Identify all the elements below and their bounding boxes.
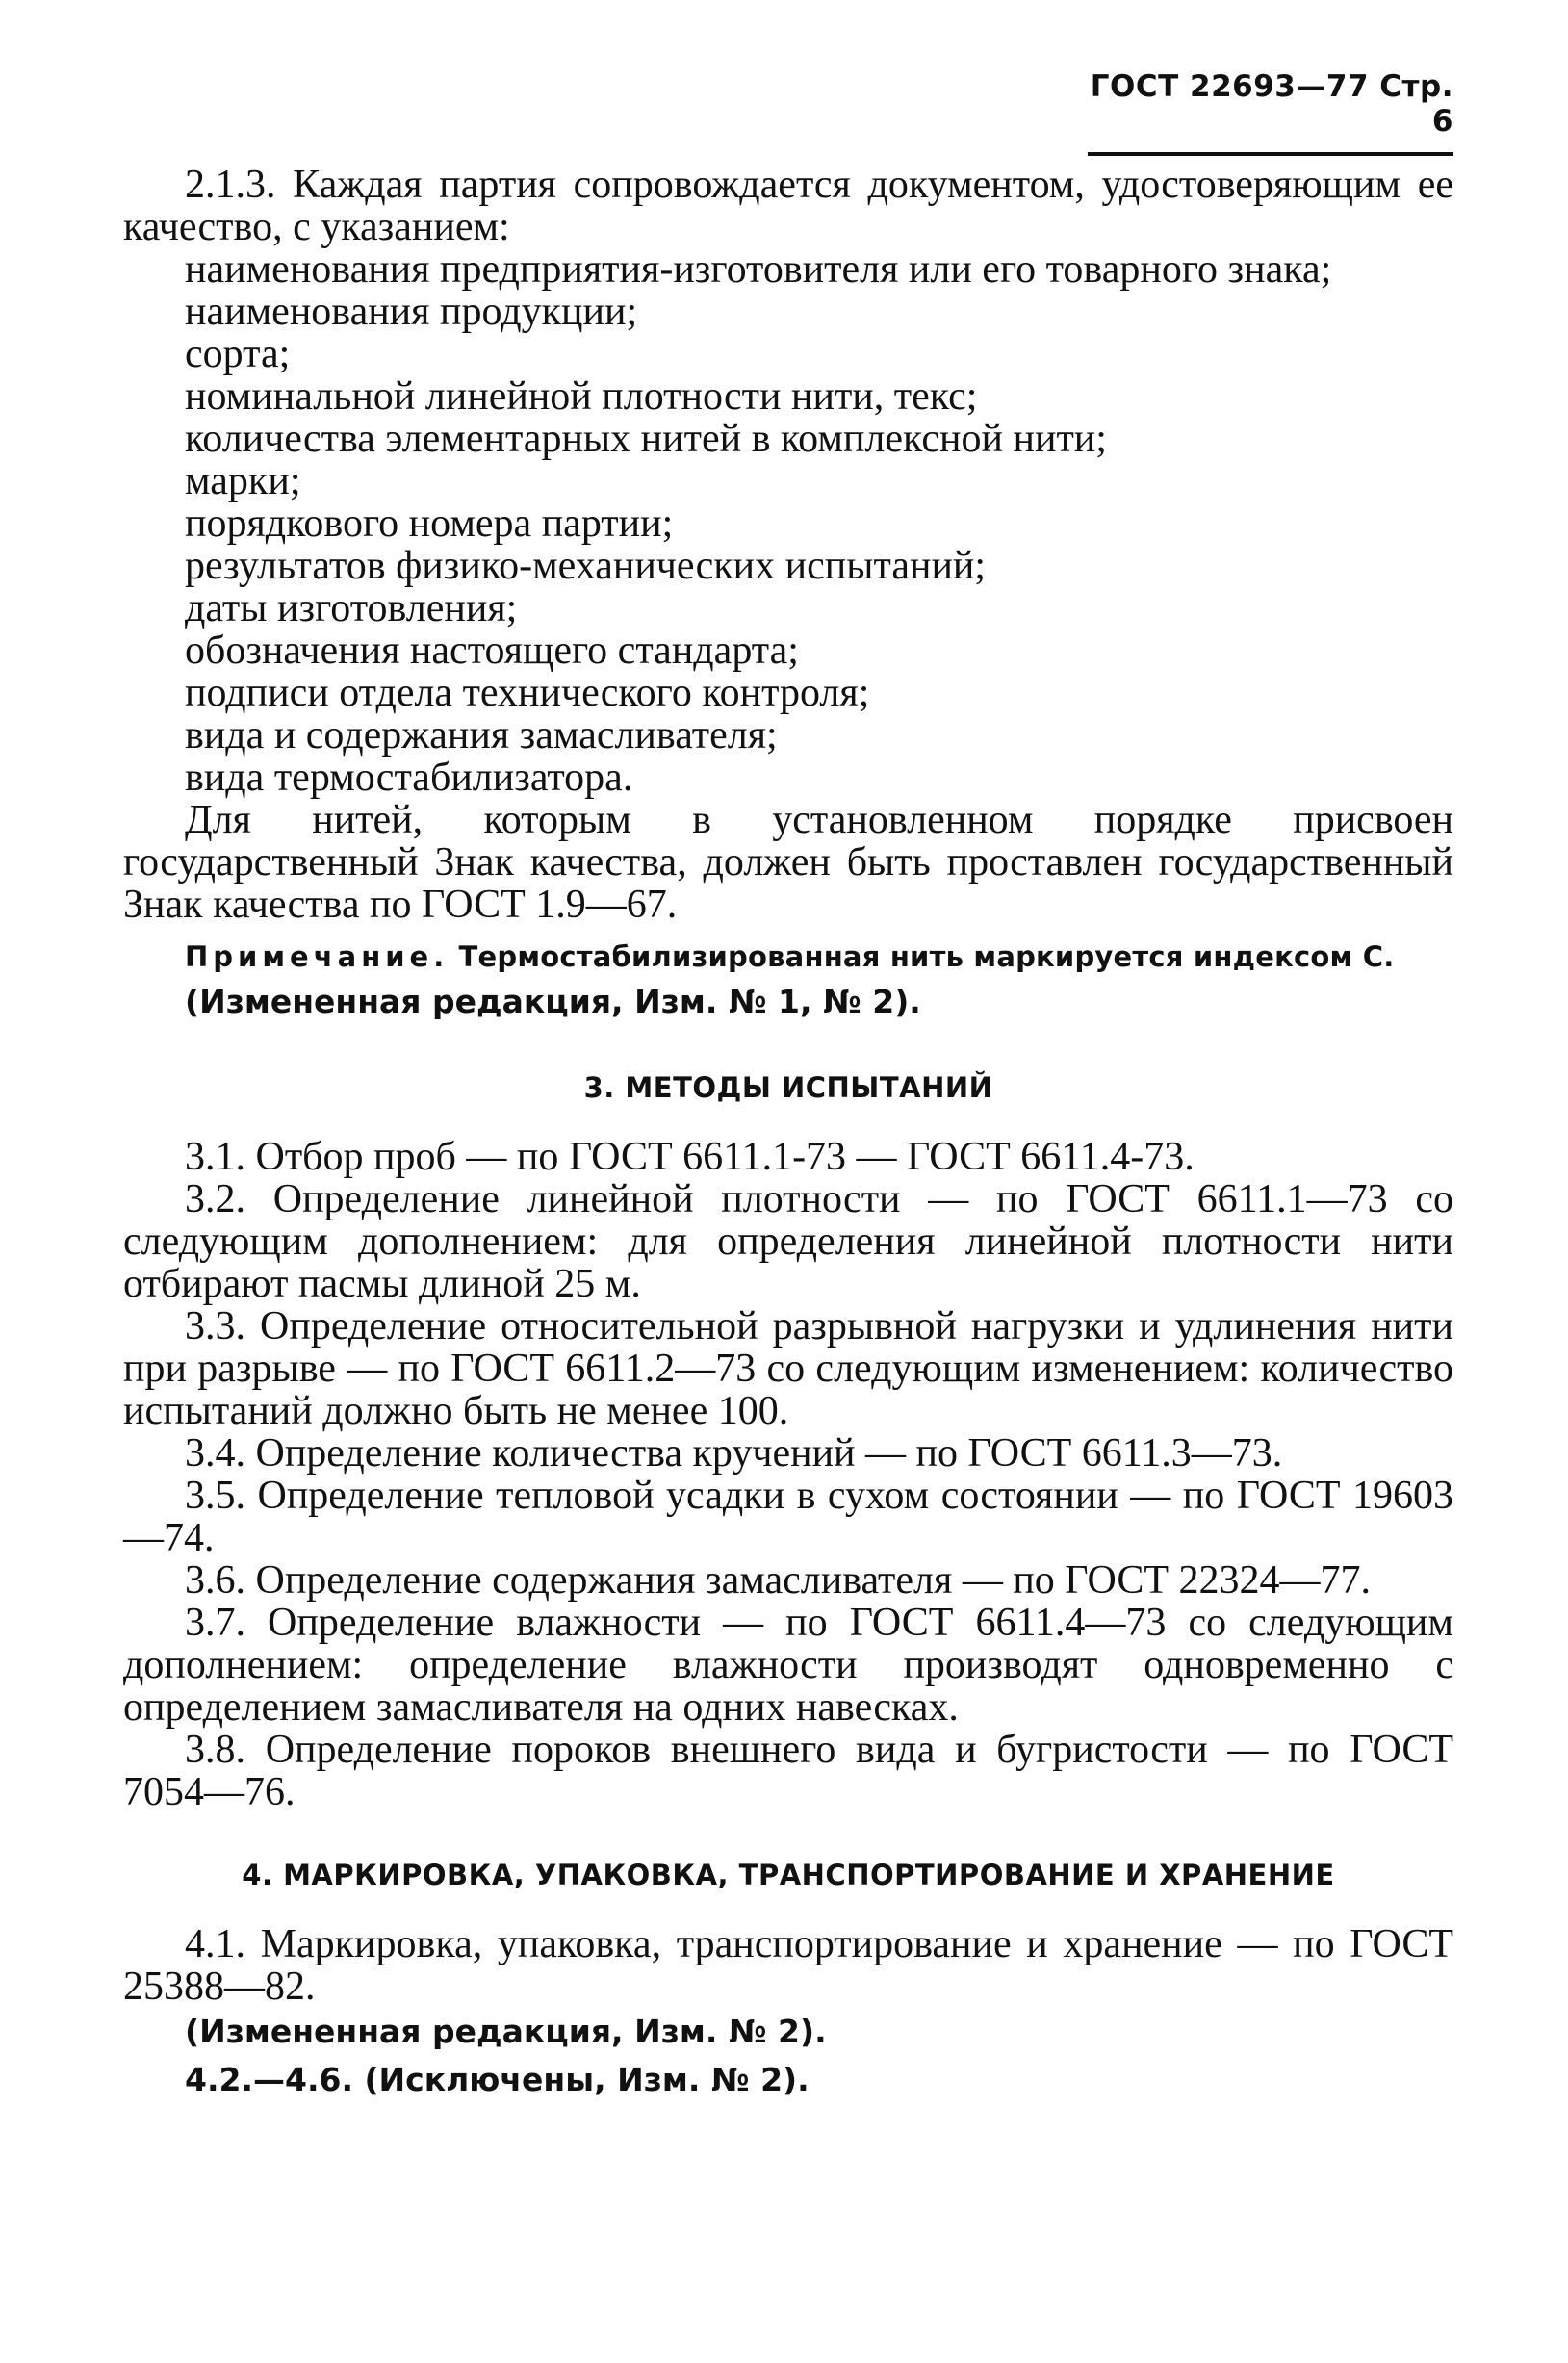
- note-text: Термостабилизированная нить маркируется индексом С.: [458, 940, 1395, 973]
- list-item: обозначения настоящего стандарта;: [185, 629, 799, 673]
- clause-4-2-4-6: 4.2.—4.6. (Исключены, Изм. № 2).: [185, 2061, 810, 2098]
- amendment-note: (Измененная редакция, Изм. № 2).: [185, 2013, 827, 2050]
- clause-3-2: 3.2. Определение линейной плотности — по ГОСТ 6611.1—73 со следующим дополнением: для определения линейной плотности нити отбирают пасмы длиной 25 м.: [123, 1177, 1453, 1306]
- list-item-manufacturer: наименования предприятия-изготовителя или его товарного знака;: [185, 247, 1332, 292]
- list-item: порядкового номера партии;: [185, 501, 674, 546]
- list-item: количества элементарных нитей в комплексной нити;: [185, 417, 1107, 461]
- clause-3-3: 3.3. Определение относительной разрывной нагрузки и удлинения нити при разрыве — по ГОСТ 6611.2—73 со следующим изменением: количество испытаний должно быть не менее 100.: [123, 1304, 1453, 1433]
- list-item: вида и содержания замасливателя;: [185, 713, 778, 758]
- page-header: ГОСТ 22693—77 Стр. 6: [1088, 69, 1453, 156]
- clause-3-4: 3.4. Определение количества кручений — по ГОСТ 6611.3—73.: [185, 1431, 1283, 1476]
- clause-4-1: 4.1. Маркировка, упаковка, транспортирование и хранение — по ГОСТ 25388—82.: [123, 1922, 1453, 2009]
- note-label: Примечание.: [185, 940, 450, 973]
- section-3-title: 3. МЕТОДЫ ИСПЫТАНИЙ: [583, 1071, 993, 1104]
- clause-3-1: 3.1. Отбор проб — по ГОСТ 6611.1-73 — ГОСТ 6611.4-73.: [185, 1135, 1195, 1179]
- page-body: [123, 164, 1453, 2104]
- list-item: номинальной линейной плотности нити, текс;: [185, 374, 978, 419]
- clause-3-5: 3.5. Определение тепловой усадки в сухом состоянии — по ГОСТ 19603—74.: [123, 1474, 1453, 1560]
- list-item: марки;: [185, 459, 301, 503]
- clause-3-6: 3.6. Определение содержания замасливателя — по ГОСТ 22324—77.: [185, 1558, 1372, 1603]
- quality-mark-paragraph: Для нитей, которым в установленном порядке присвоен государственный Знак качества, должен быть проставлен государственный Знак качества по ГОСТ 1.9—67.: [123, 798, 1453, 927]
- section-4-title: 4. МАРКИРОВКА, УПАКОВКА, ТРАНСПОРТИРОВАНИЕ И ХРАНЕНИЕ: [242, 1859, 1335, 1891]
- list-item: подписи отдела технического контроля;: [185, 671, 870, 715]
- clause-3-8: 3.8. Определение пороков внешнего вида и бугристости — по ГОСТ 7054—76.: [123, 1728, 1453, 1814]
- note: [123, 936, 1453, 978]
- list-item: результатов физико-механических испытаний;: [185, 544, 987, 588]
- clause-2-1-3-intro: 2.1.3. Каждая партия сопровождается документом, удостоверяющим ее качество, с указанием:: [123, 163, 1453, 249]
- amendment-note: (Измененная редакция, Изм. № 1, № 2).: [185, 983, 921, 1020]
- list-item: наименования продукции;: [185, 290, 638, 334]
- list-item: вида термостабилизатора.: [185, 756, 633, 800]
- clause-3-7: 3.7. Определение влажности — по ГОСТ 6611.4—73 со следующим дополнением: определение влажности производят одновременно с определением замасливателя на одних навесках.: [123, 1601, 1453, 1730]
- list-item: даты изготовления;: [185, 586, 518, 630]
- list-item: сорта;: [185, 332, 291, 376]
